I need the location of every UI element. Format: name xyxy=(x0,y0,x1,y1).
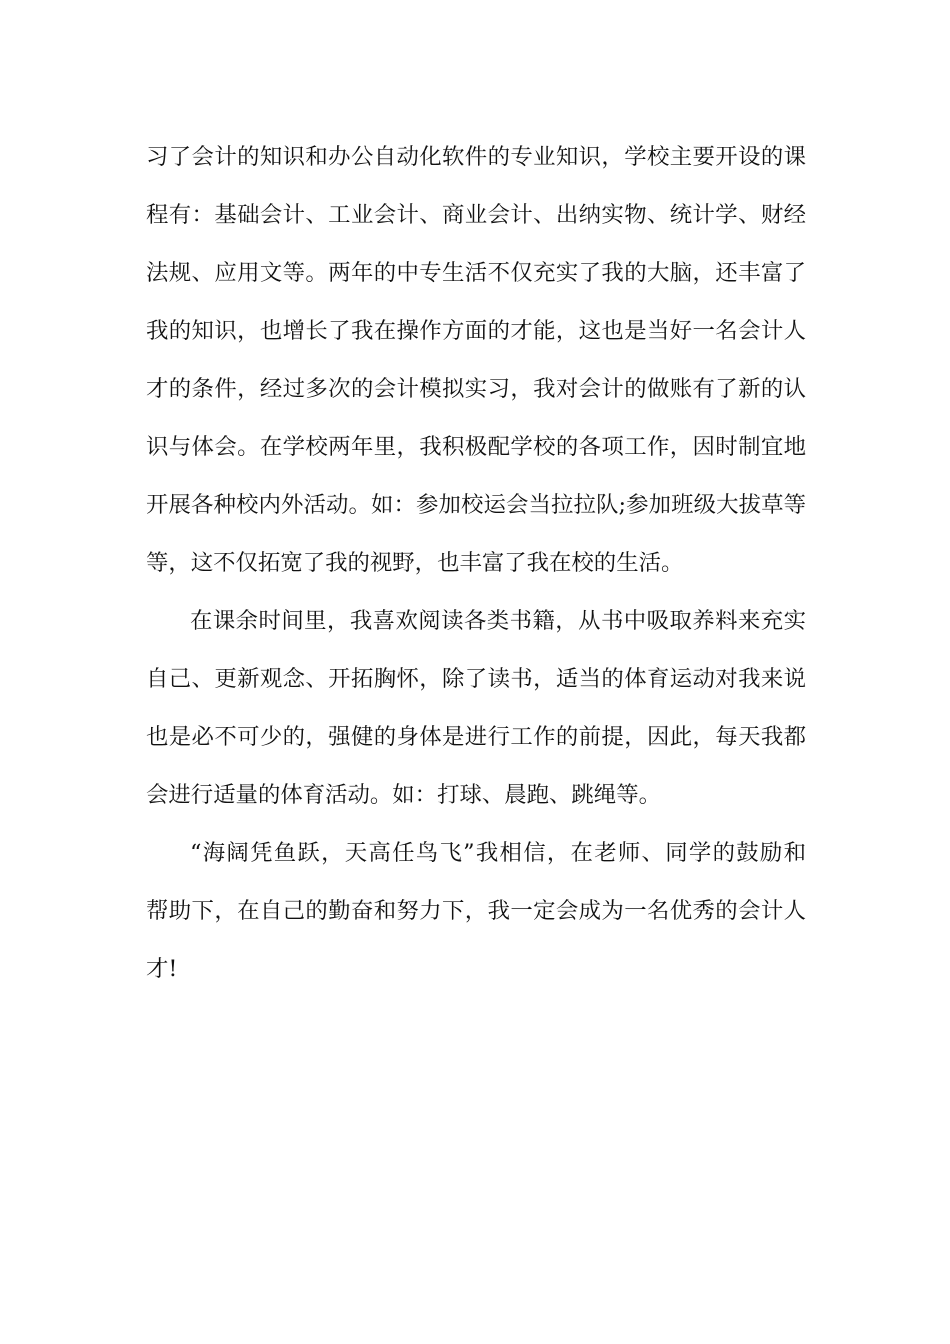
text-line: 等，这不仅拓宽了我的视野，也丰富了我在校的生活。 xyxy=(146,550,684,576)
text-line: 程有：基础会计、工业会计、商业会计、出纳实物、统计学、财经 xyxy=(146,202,806,228)
text-line: 才! xyxy=(146,956,178,982)
text-line: 帮助下，在自己的勤奋和努力下，我一定会成为一名优秀的会计人 xyxy=(146,898,806,924)
text-line: 我的知识，也增长了我在操作方面的才能，这也是当好一名会计人 xyxy=(146,318,806,344)
text-line: 习了会计的知识和办公自动化软件的专业知识，学校主要开设的课 xyxy=(146,144,806,170)
text-line: 在课余时间里，我喜欢阅读各类书籍，从书中吸取养料来充实 xyxy=(190,608,806,634)
text-line: 自己、更新观念、开拓胸怀，除了读书，适当的体育运动对我来说 xyxy=(146,666,806,692)
text-line: 开展各种校内外活动。如：参加校运会当拉拉队;参加班级大拔草等 xyxy=(146,492,806,518)
text-line: 也是必不可少的，强健的身体是进行工作的前提，因此，每天我都 xyxy=(146,724,806,750)
text-line: “海阔凭鱼跃，天高任鸟飞”我相信，在老师、同学的鼓励和 xyxy=(190,840,806,866)
text-line: 才的条件，经过多次的会计模拟实习，我对会计的做账有了新的认 xyxy=(146,376,806,402)
body-text xyxy=(146,128,806,998)
text-line: 法规、应用文等。两年的中专生活不仅充实了我的大脑，还丰富了 xyxy=(146,260,806,286)
text-line: 会进行适量的体育活动。如：打球、晨跑、跳绳等。 xyxy=(146,782,661,808)
text-line: 识与体会。在学校两年里，我积极配学校的各项工作，因时制宜地 xyxy=(146,434,806,460)
